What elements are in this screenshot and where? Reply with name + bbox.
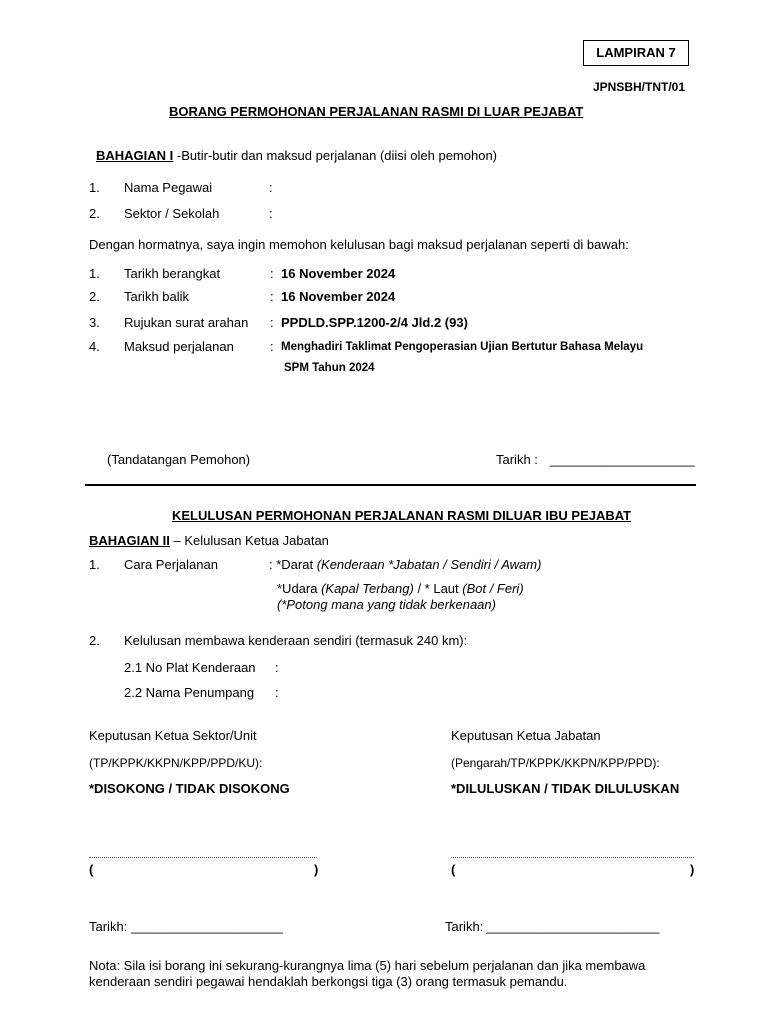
cara-option-darat: : *Darat (Kenderaan *Jabatan / Sendiri / Awam): [269, 557, 542, 572]
kenderaan-label: Kelulusan membawa kenderaan sendiri (termasuk 240 km):: [124, 633, 468, 648]
travel-colon: :: [270, 315, 274, 330]
travel-colon: :: [270, 289, 274, 304]
travel-label-departure: Tarikh berangkat: [124, 266, 221, 281]
travel-value-reference: PPDLD.SPP.1200-2/4 Jld.2 (93): [281, 315, 468, 330]
cara-label: Cara Perjalanan: [124, 557, 218, 572]
reference-code: JPNSBH/TNT/01: [593, 80, 686, 94]
sector-decision-sub: (TP/KPPK/KKPN/KPP/PPD/KU):: [89, 756, 263, 770]
kenderaan-colon: :: [275, 660, 279, 675]
travel-colon: :: [270, 339, 274, 354]
travel-label-purpose: Maksud perjalanan: [124, 339, 234, 354]
field-colon: :: [269, 206, 273, 221]
kenderaan-plate-label: 2.1 No Plat Kenderaan: [124, 660, 256, 675]
travel-label-reference: Rujukan surat arahan: [124, 315, 249, 330]
department-signature-line: [451, 857, 694, 858]
field-label-sektor-sekolah: Sektor / Sekolah: [124, 206, 220, 221]
applicant-signature-label: (Tandatangan Pemohon): [107, 452, 251, 467]
travel-number: 4.: [89, 339, 100, 354]
part1-heading: BAHAGIAN I: [96, 148, 174, 163]
department-decision-title: Keputusan Ketua Jabatan: [451, 728, 601, 743]
cara-number: 1.: [89, 557, 100, 572]
part2-heading-line: [89, 533, 329, 549]
sector-signature-line: [89, 857, 317, 858]
sector-date-label: Tarikh:: [89, 919, 128, 934]
cara-option-udara-laut: *Udara (Kapal Terbang) / * Laut (Bot / Feri): [277, 581, 524, 596]
travel-colon: :: [270, 266, 274, 281]
department-decision-sub: (Pengarah/TP/KPPK/KKPN/KPP/PPD):: [451, 756, 660, 770]
request-intro: Dengan hormatnya, saya ingin memohon kelulusan bagi maksud perjalanan seperti di bawah:: [89, 237, 629, 252]
note-line-2: kenderaan sendiri pegawai hendaklah berkongsi tiga (3) orang termasuk pemandu.: [89, 974, 568, 989]
department-date-line: ________________________: [486, 919, 660, 934]
travel-number: 2.: [89, 289, 100, 304]
applicant-date-line: ____________________: [550, 452, 695, 467]
part1-heading-desc: -Butir-butir dan maksud perjalanan (diisi oleh pemohon): [173, 148, 498, 163]
sector-date-line: _____________________: [131, 919, 283, 934]
travel-value-return: 16 November 2024: [281, 289, 396, 304]
applicant-date-label: Tarikh :: [496, 452, 538, 467]
cara-strike-note: (*Potong mana yang tidak berkenaan): [277, 597, 496, 612]
sector-decision-options: *DISOKONG / TIDAK DISOKONG: [89, 781, 290, 796]
section-divider: [85, 484, 696, 486]
part2-heading: BAHAGIAN II: [89, 533, 170, 548]
sector-decision-title: Keputusan Ketua Sektor/Unit: [89, 728, 257, 743]
lampiran-box: LAMPIRAN 7: [583, 40, 689, 66]
part1-heading-line: [96, 148, 497, 164]
form-title: BORANG PERMOHONAN PERJALANAN RASMI DI LUAR PEJABAT: [169, 104, 584, 119]
sector-paren-close: ): [314, 862, 319, 877]
field-label-nama-pegawai: Nama Pegawai: [124, 180, 213, 195]
travel-value-purpose: Menghadiri Taklimat Pengoperasian Ujian Bertutur Bahasa Melayu: [281, 341, 644, 353]
department-paren-close: ): [690, 862, 695, 877]
approval-title: KELULUSAN PERMOHONAN PERJALANAN RASMI DILUAR IBU PEJABAT: [172, 508, 632, 523]
kenderaan-passenger-label: 2.2 Nama Penumpang: [124, 685, 255, 700]
field-colon: :: [269, 180, 273, 195]
travel-number: 1.: [89, 266, 100, 281]
field-number: 2.: [89, 206, 100, 221]
travel-label-return: Tarikh balik: [124, 289, 190, 304]
kenderaan-colon: :: [275, 685, 279, 700]
travel-value-departure: 16 November 2024: [281, 266, 396, 281]
field-number: 1.: [89, 180, 100, 195]
note-line-1: Nota: Sila isi borang ini sekurang-kurangnya lima (5) hari sebelum perjalanan dan jika membawa: [89, 958, 646, 973]
part2-heading-desc: – Kelulusan Ketua Jabatan: [169, 533, 329, 548]
sector-paren-open: (: [89, 862, 94, 877]
kenderaan-number: 2.: [89, 633, 100, 648]
department-paren-open: (: [451, 862, 456, 877]
travel-number: 3.: [89, 315, 100, 330]
department-decision-options: *DILULUSKAN / TIDAK DILULUSKAN: [451, 781, 680, 796]
department-date-label: Tarikh:: [445, 919, 484, 934]
travel-value-purpose-line2: SPM Tahun 2024: [284, 362, 375, 374]
